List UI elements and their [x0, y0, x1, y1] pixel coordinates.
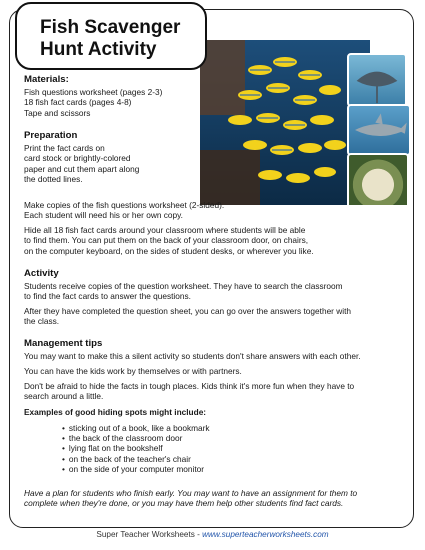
text-line: to find them. You can put them on the back of your classroom door, on chairs, [24, 235, 309, 246]
examples-heading: Examples of good hiding spots might include: [24, 407, 207, 417]
yellow-fish-school-image [200, 40, 370, 205]
copies-paragraph [24, 200, 224, 221]
materials-item: Tape and scissors [24, 107, 91, 118]
text-line: the dotted lines. [24, 174, 83, 185]
list-item: • on the side of your computer monitor [62, 464, 210, 474]
text-line: Hide all 18 fish fact cards around your classroom where students will be able [24, 225, 306, 235]
list-item: • lying flat on the bookshelf [62, 443, 210, 453]
text-line: After they have completed the question sheet, you can go over the answers together with [24, 306, 352, 316]
text-line: Make copies of the fish questions worksheet (2-sided). [24, 200, 225, 210]
fish-photo-collage [200, 40, 413, 205]
closing-paragraph [24, 488, 357, 509]
materials-list [24, 87, 162, 118]
text-line: the class. [24, 316, 60, 327]
list-item: • on the back of the teacher's chair [62, 454, 210, 464]
materials-item: 18 fish fact cards (pages 4-8) [24, 97, 132, 108]
management-heading: Management tips [24, 338, 103, 349]
text-line: Print the fact cards on [24, 143, 105, 153]
text-line: You may want to make this a silent activity so students don't share answers with each other. [24, 351, 361, 361]
shark-image [347, 104, 411, 156]
text-line: You can have the kids work by themselves or with partners. [24, 366, 242, 376]
pufferfish-image [347, 153, 409, 205]
title-line-1: Fish Scavenger [40, 17, 181, 38]
stingray-image [347, 53, 407, 107]
activity-paragraph-1 [24, 281, 343, 302]
preparation-heading: Preparation [24, 130, 78, 141]
hide-cards-paragraph [24, 225, 314, 256]
footer-url-link[interactable]: www.superteacherworksheets.com [202, 530, 329, 539]
text-line: complete when they're done, or you may have them help other students find fact cards. [24, 498, 344, 509]
title-box [15, 2, 207, 70]
text-line: card stock or brightly-colored [24, 153, 131, 164]
text-line: Have a plan for students who finish early. You may want to have an assignment for them to [24, 488, 358, 498]
text-line: on the computer keyboard, on the sides of student desks, or wherever you like. [24, 245, 314, 256]
materials-heading: Materials: [24, 74, 69, 85]
footer [0, 530, 425, 539]
text-line: to find the fact cards to answer the questions. [24, 291, 191, 302]
activity-paragraph-2 [24, 306, 351, 327]
list-item: • sticking out of a book, like a bookmark [62, 423, 210, 433]
preparation-text [24, 143, 139, 185]
management-paragraph-2 [24, 366, 242, 376]
activity-heading: Activity [24, 268, 59, 279]
title-line-2: Hunt Activity [40, 39, 157, 60]
hiding-spots-list [62, 423, 210, 474]
text-line: paper and cut them apart along [24, 163, 140, 174]
text-line: search around a little. [24, 391, 104, 402]
text-line: Students receive copies of the question worksheet. They have to search the classroom [24, 281, 343, 291]
materials-item: Fish questions worksheet (pages 2-3) [24, 87, 163, 97]
text-line: Each student will need his or her own copy. [24, 210, 183, 221]
management-paragraph-1 [24, 351, 361, 361]
text-line: Don't be afraid to hide the facts in tough places. Kids think it's more fun when they have to [24, 381, 355, 391]
list-item: • the back of the classroom door [62, 433, 210, 443]
management-paragraph-3 [24, 381, 354, 402]
footer-brand: Super Teacher Worksheets - [96, 530, 203, 539]
